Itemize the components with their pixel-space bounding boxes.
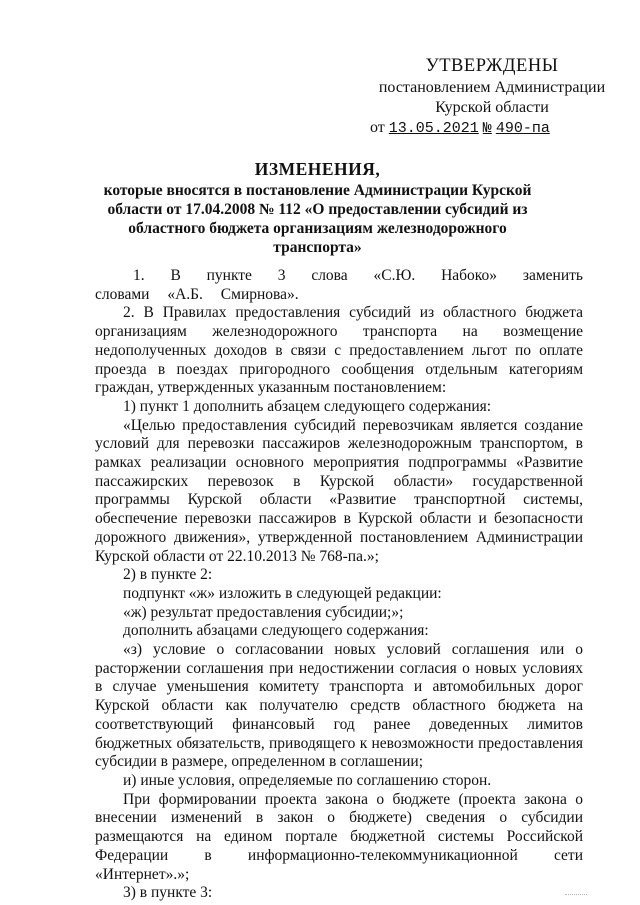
from-label: от [370,119,385,136]
paragraph: «ж) результат предоставления субсидии;»; [123,603,404,621]
heading-main: ИЗМЕНЕНИЯ, [254,159,381,179]
paragraph: При формировании проекта закона о бюджете (проекта закона о внесении изменений в закон о бюджете) сведения о субсидии размещаются на едином портале бюджетной системы Российской Федерации в информационно-телекоммуникационной сети «Интернет».»; [95,790,583,883]
scan-mark [565,880,587,895]
approval-title: УТВЕРЖДЕНЫ [425,56,559,76]
paragraph: и) иные условия, определяемые по соглашению сторон. [123,771,492,789]
paragraph: дополнить абзацами следующего содержания: [123,622,429,640]
approval-date-line [362,118,622,139]
paragraph: 1) пункт 1 дополнить абзацем следующего содержания: [123,397,492,415]
paragraph: 3) в пункте 3: [123,884,213,902]
document-body [95,267,583,903]
document-heading [95,160,540,257]
paragraph: 2) в пункте 2: [123,566,213,584]
paragraph: подпункт «ж» изложить в следующей редакции: [123,584,442,602]
decree-number: 490-па [495,120,550,137]
decree-date: 13.05.2021 [388,120,479,137]
approval-stamp [362,56,622,139]
approval-line-1: постановлением Администрации [378,79,606,96]
paragraph: 2. В Правилах предоставления субсидий из областного бюджета организациям железнодорожного транспорта на возмещение недополученных доходов в связи с предоставлением льгот по оплате проезда в поездах пригородного сообщения отдельным категориям граждан, утвержденных указанным постановлением: [95,304,583,397]
heading-subtitle: которые вносятся в постановление Администрации Курской области от 17.04.2008 № 112 «О предоставлении субсидий из областного бюджета организациям железнодорожного транспорта» [103,182,532,256]
paragraph: «Целью предоставления субсидий перевозчикам является создание условий для перевозки пассажиров железнодорожным транспортом, в рамках реализации основного мероприятия подпрограммы «Развитие пассажирских перевозок в Курской области» государственной программы Курской области «Развитие транспортной системы, обеспечение перевозки пассажиров в Курской области и безопасности дорожного движения», утвержденной постановлением Администрации Курской области от 22.10.2013 № 768-па.»; [95,416,583,565]
approval-line-2: Курской области [435,99,549,116]
paragraph: 1. В пункте 3 слова «С.Ю. Набоко» заменить словами «А.Б. Смирнова». [95,267,583,303]
number-label: № [482,120,492,137]
paragraph: «з) условие о согласовании новых условий соглашения или о расторжении соглашения при недостижении согласия о новых условиях в случае уменьшения комитету транспорта и автомобильных дорог Курской области как получателю средств областного бюджета на соответствующий финансовый год ранее доведенных лимитов бюджетных обязательств, приводящего к невозможности предоставления субсидии в размере, определенном в соглашении; [95,641,583,771]
